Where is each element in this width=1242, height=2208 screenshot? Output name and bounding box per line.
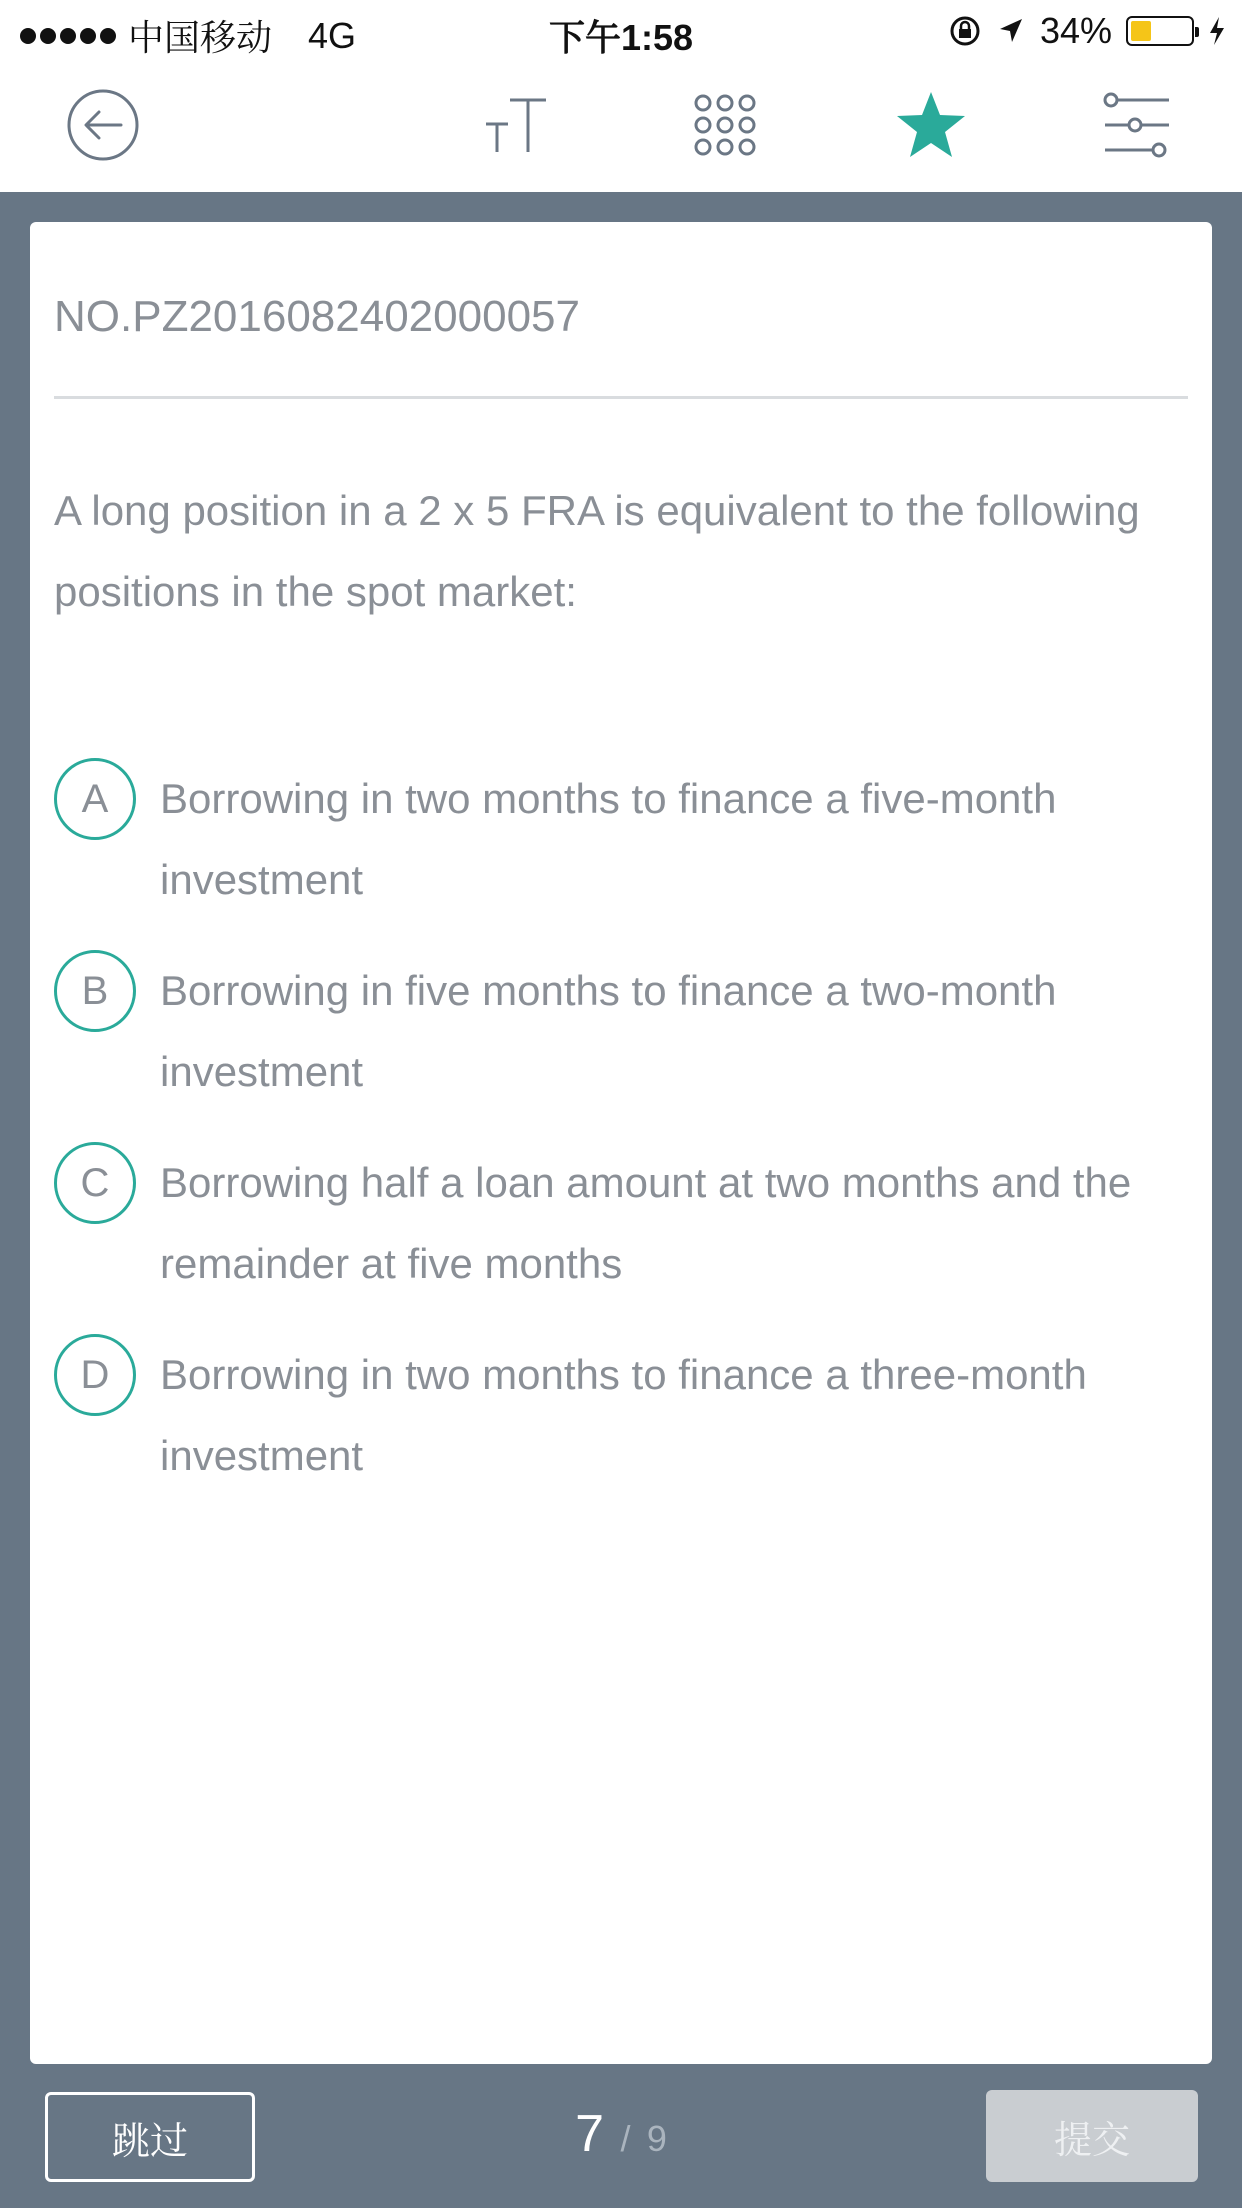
battery-percent: 34% bbox=[1039, 10, 1112, 51]
option-a[interactable] bbox=[54, 758, 1194, 950]
option-b[interactable] bbox=[54, 950, 1194, 1142]
footer-bar bbox=[0, 2064, 1242, 2208]
page-separator: / bbox=[620, 2118, 631, 2159]
option-letter[interactable]: D bbox=[54, 1334, 136, 1416]
back-arrow-icon[interactable] bbox=[58, 80, 148, 170]
font-size-icon[interactable] bbox=[472, 80, 562, 170]
option-text[interactable]: Borrowing half a loan amount at two months and the remainder at five months bbox=[160, 1159, 1132, 1287]
option-c[interactable] bbox=[54, 1142, 1194, 1334]
option-text[interactable]: Borrowing in five months to finance a two-month investment bbox=[160, 967, 1057, 1095]
battery-icon bbox=[1126, 16, 1194, 46]
network-type: 4G bbox=[308, 14, 357, 56]
skip-button[interactable]: 跳过 bbox=[45, 2092, 255, 2182]
location-arrow-icon bbox=[996, 16, 1026, 46]
carrier-name: 中国移动 bbox=[128, 17, 273, 58]
option-letter[interactable]: B bbox=[54, 950, 136, 1032]
charging-bolt-icon bbox=[1208, 16, 1226, 46]
divider bbox=[54, 396, 1188, 399]
question-number: NO.PZ2016082402000057 bbox=[54, 292, 580, 341]
settings-sliders-icon[interactable] bbox=[1092, 80, 1182, 170]
option-text[interactable]: Borrowing in two months to finance a three-month investment bbox=[160, 1351, 1087, 1479]
total-pages: 9 bbox=[646, 2118, 667, 2159]
star-icon[interactable] bbox=[886, 80, 976, 170]
option-text[interactable]: Borrowing in two months to finance a five-month investment bbox=[160, 775, 1057, 903]
submit-button[interactable]: 提交 bbox=[986, 2090, 1198, 2182]
question-text: A long position in a 2 x 5 FRA is equivalent to the following positions in the spot market: bbox=[54, 487, 1140, 615]
orientation-lock-icon bbox=[948, 14, 982, 48]
status-bar bbox=[0, 0, 1242, 60]
option-letter[interactable]: C bbox=[54, 1142, 136, 1224]
options-list bbox=[54, 758, 1194, 1526]
question-card bbox=[30, 222, 1212, 2064]
option-d[interactable] bbox=[54, 1334, 1194, 1526]
toolbar bbox=[0, 60, 1242, 192]
grid-menu-icon[interactable] bbox=[680, 80, 770, 170]
clock: 下午1:58 bbox=[548, 17, 694, 58]
option-letter[interactable]: A bbox=[54, 758, 136, 840]
current-page: 7 bbox=[575, 2105, 604, 2163]
